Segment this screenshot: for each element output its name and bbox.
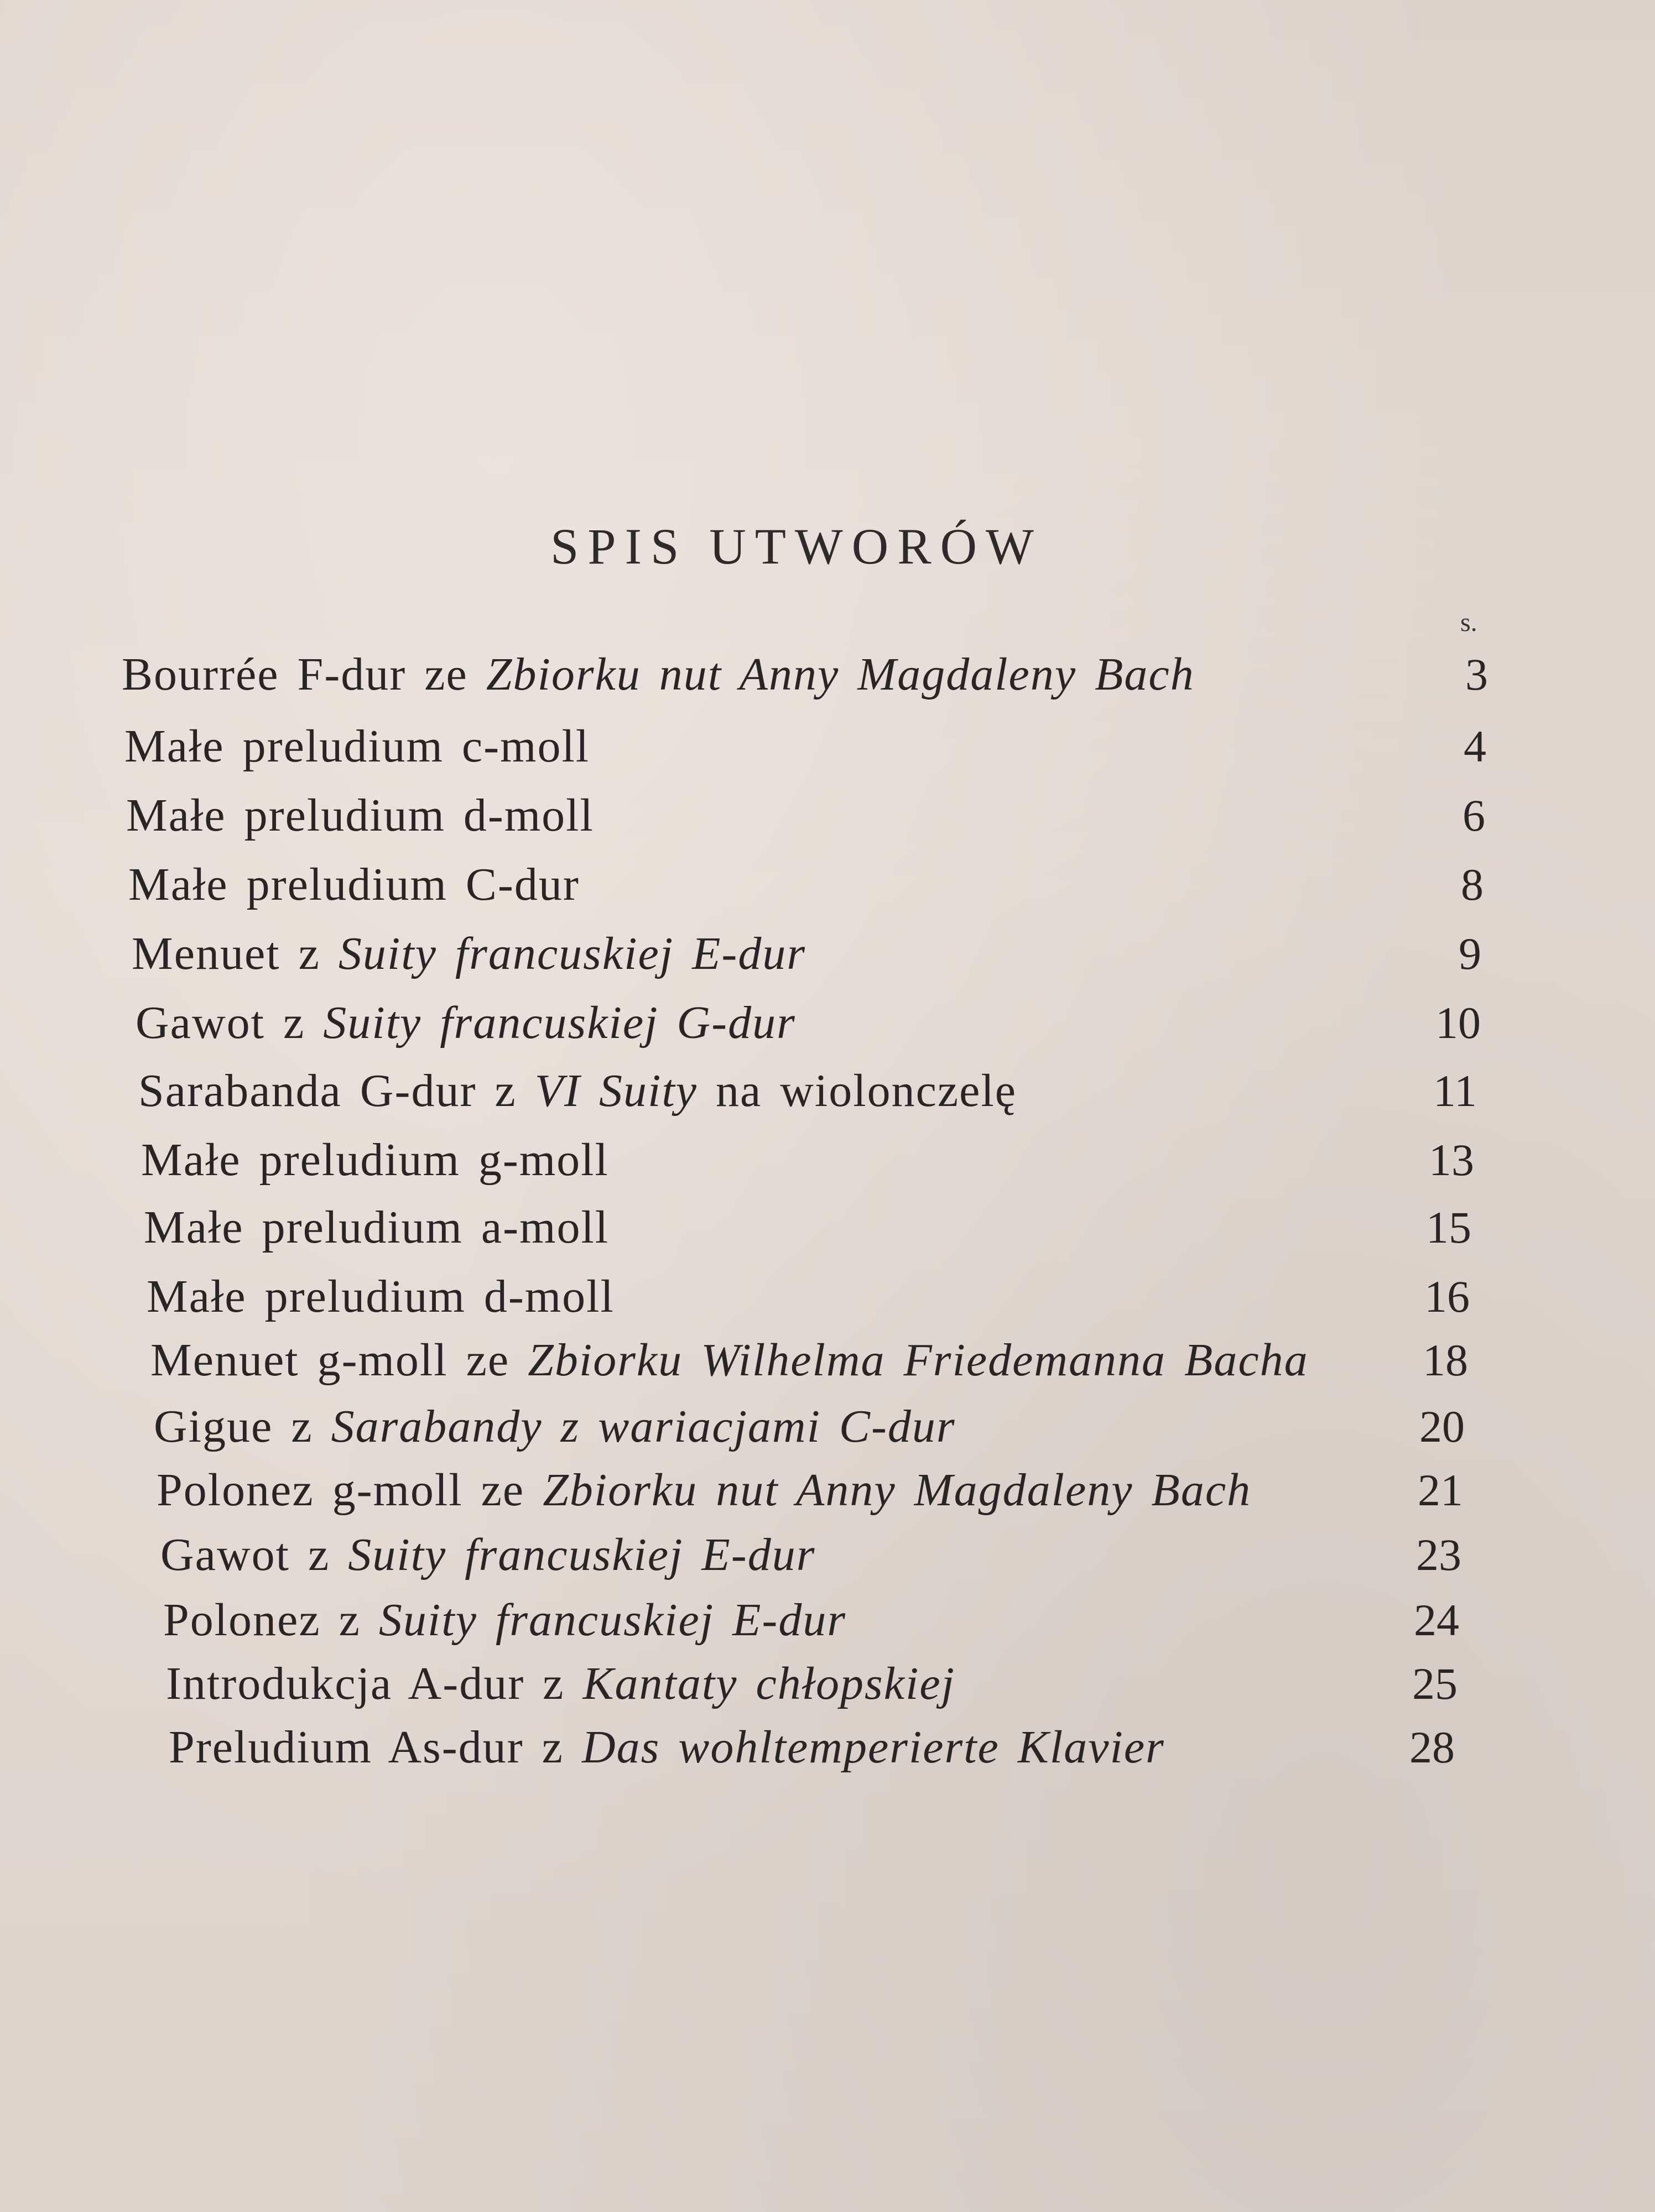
- toc-entry-title: [169, 1717, 1165, 1778]
- toc-entry-page: 28: [1409, 1722, 1455, 1772]
- toc-entry-title-part: Małe preludium C-dur: [128, 859, 580, 910]
- toc-entry-title-part: Małe preludium d-moll: [126, 790, 594, 841]
- toc-entry-title-part: Suity francuskiej E-dur: [378, 1594, 847, 1646]
- toc-entry-title: [166, 1653, 955, 1714]
- toc-entry-title-part: Menuet g-moll ze: [150, 1334, 528, 1386]
- toc-entry-page: 6: [1463, 790, 1485, 841]
- toc-entry: [166, 1653, 1458, 1714]
- toc-entry-page: 9: [1459, 928, 1481, 979]
- toc-entry-page: 20: [1419, 1401, 1465, 1452]
- toc-entry-title: [124, 716, 590, 777]
- toc-entry: [144, 1197, 1471, 1258]
- toc-entry-title-part: Preludium As-dur z: [169, 1721, 582, 1773]
- toc-entry: [128, 854, 1484, 915]
- toc-entry: [147, 1266, 1470, 1327]
- toc-entry: [122, 644, 1488, 705]
- toc-entry-page: 8: [1461, 859, 1484, 910]
- toc-entry: [136, 993, 1481, 1053]
- toc-entry: [138, 1061, 1477, 1121]
- toc-entry-title: [144, 1197, 609, 1258]
- toc-entry-title-part: Suity francuskiej E-dur: [348, 1529, 816, 1580]
- toc-entry-title-part: Das wohltemperierte Klavier: [581, 1721, 1165, 1773]
- toc-entry: [124, 716, 1486, 777]
- toc-entry-title-part: Małe preludium d-moll: [147, 1271, 615, 1322]
- toc-entry-title-part: na wiolonczelę: [697, 1065, 1017, 1117]
- toc-entry-title: [126, 785, 594, 846]
- toc-entry-title: [147, 1266, 615, 1327]
- toc-entry: [160, 1525, 1461, 1585]
- toc-entry-page: 23: [1416, 1530, 1461, 1580]
- toc-entry-title-part: Menuet z: [132, 928, 339, 979]
- toc-entry: [126, 785, 1485, 846]
- toc-entry: [169, 1717, 1455, 1778]
- toc-entry-title: [138, 1061, 1017, 1121]
- toc-entry-page: 16: [1424, 1271, 1470, 1322]
- toc-entry-title-part: Sarabandy z wariacjami C-dur: [331, 1401, 956, 1452]
- toc-entry-title: [150, 1330, 1309, 1391]
- toc-entry-title-part: Małe preludium g-moll: [141, 1134, 609, 1186]
- toc-entry-title-part: Bourrée F-dur ze: [122, 649, 486, 700]
- toc-entry-title: [141, 1130, 609, 1191]
- toc-entry: [150, 1330, 1468, 1391]
- toc-entry-page: 18: [1423, 1335, 1468, 1385]
- toc-entry-page: 3: [1465, 649, 1488, 700]
- toc-entry: [132, 924, 1481, 984]
- toc-entry-page: 10: [1435, 998, 1481, 1048]
- toc-entry-title: [157, 1460, 1251, 1521]
- toc-entry-title: [132, 924, 806, 984]
- toc-entry-title-part: Małe preludium c-moll: [124, 721, 590, 772]
- toc-entry: [141, 1130, 1474, 1191]
- toc-entry-page: 25: [1412, 1658, 1458, 1709]
- toc-entry-title-part: Zbiorku Wilhelma Friedemanna Bacha: [528, 1334, 1309, 1386]
- toc-entry-title-part: Polonez g-moll ze: [157, 1464, 543, 1516]
- toc-entry: [154, 1396, 1465, 1457]
- toc-entry-title: [160, 1525, 815, 1585]
- toc-entry-page: 4: [1464, 721, 1486, 771]
- toc-entry-title: [154, 1396, 956, 1457]
- toc-entry-page: 13: [1429, 1135, 1474, 1185]
- toc-entry-title-part: Gawot z: [136, 997, 324, 1048]
- toc-entry-title-part: Gawot z: [160, 1529, 348, 1580]
- toc-entry-title-part: Zbiorku nut Anny Magdaleny Bach: [486, 649, 1195, 700]
- toc-entry-title-part: Polonez z: [163, 1594, 379, 1646]
- toc-entry-title-part: Sarabanda G-dur z: [138, 1065, 535, 1117]
- page-column-header: s.: [1460, 608, 1477, 637]
- toc-entry-title: [122, 644, 1195, 705]
- toc-entry-page: 11: [1433, 1066, 1477, 1116]
- toc-entry-title: [163, 1590, 846, 1651]
- toc-entry-title-part: Introdukcja A-dur z: [166, 1658, 583, 1709]
- toc-entry-title-part: Suity francuskiej G-dur: [323, 997, 796, 1048]
- toc-entry: [157, 1460, 1463, 1521]
- toc-entry-title: [136, 993, 796, 1053]
- toc-entry-page: 24: [1414, 1595, 1459, 1645]
- toc-entry-title-part: Suity francuskiej E-dur: [338, 928, 806, 979]
- toc-entry-title: [128, 854, 580, 915]
- page-title: SPIS UTWORÓW: [550, 518, 1043, 575]
- toc-entry-title-part: Gigue z: [154, 1401, 331, 1452]
- toc-entry-title-part: VI Suity: [534, 1065, 698, 1117]
- toc-entry-page: 15: [1426, 1202, 1471, 1253]
- toc-entry-title-part: Kantaty chłopskiej: [582, 1658, 955, 1709]
- toc-entry-title-part: Małe preludium a-moll: [144, 1202, 610, 1253]
- toc-entry-page: 21: [1418, 1465, 1463, 1515]
- toc-entry: [163, 1590, 1459, 1651]
- toc-entry-title-part: Zbiorku nut Anny Magdaleny Bach: [543, 1464, 1252, 1516]
